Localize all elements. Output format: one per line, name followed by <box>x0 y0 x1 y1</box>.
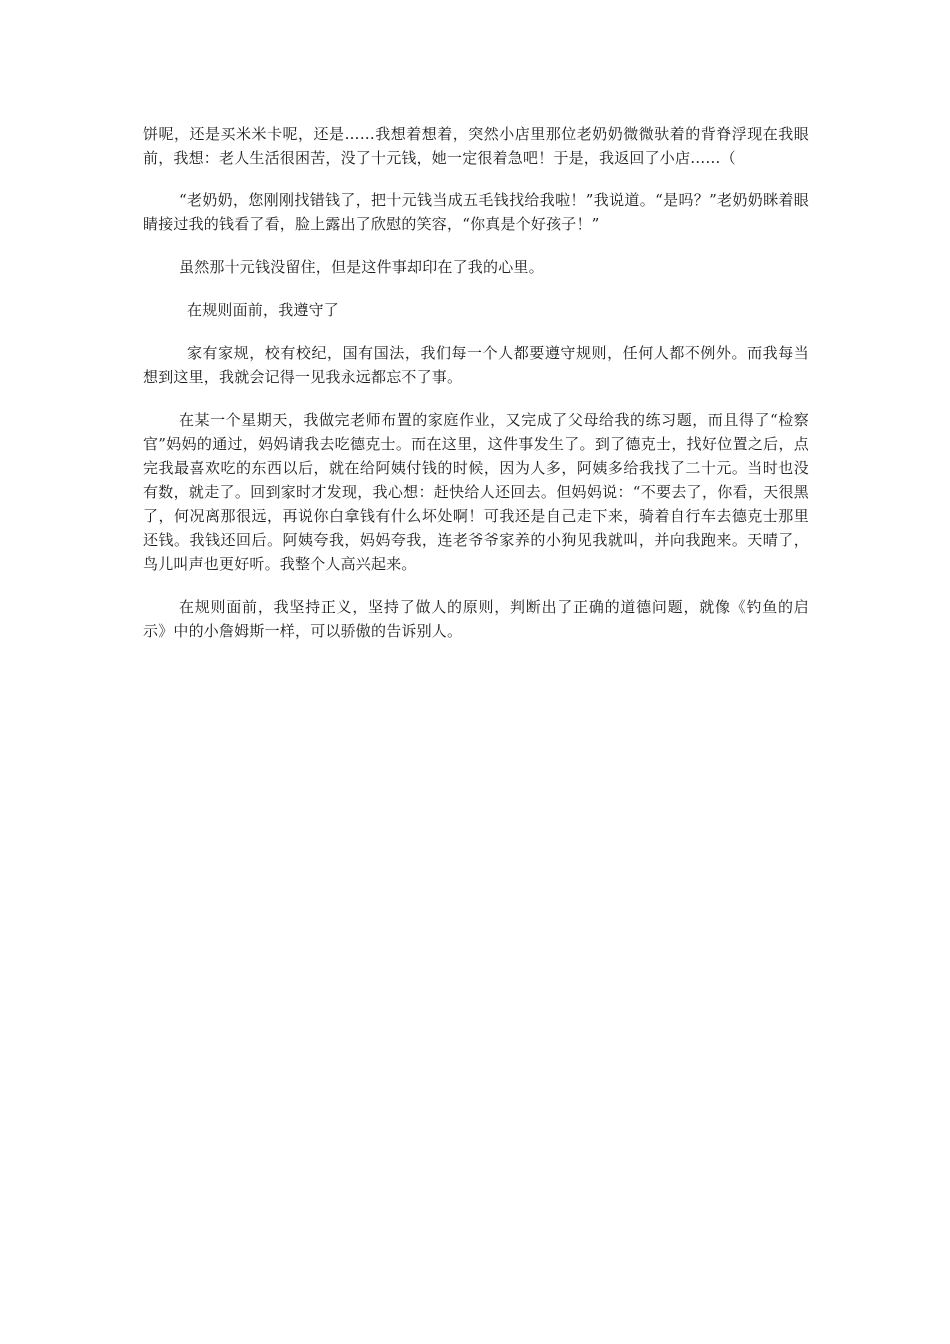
section-heading: 在规则面前，我遵守了 <box>187 301 340 319</box>
paragraph-sunday-story: 在某一个星期天，我做完老师布置的家庭作业，又完成了父母给我的练习题，而且得了“检察官”妈妈的通过，妈妈请我去吃德克士。而在这里，这件事发生了。到了德克士，找好位置之后，点完我最喜欢吃的东西以后，就在给阿姨付钱的时候，因为人多，阿姨多给我找了二十元。当时也没有数，就走了。回到家时才发现，我心想：赶快给人还回去。但妈妈说：“不要去了，你看，天很黑了，何况离那很远，再说你白拿钱有什么坏处啊！可我还是自己走下来，骑着自行车去德克士那里还钱。我钱还回后。阿姨夸我，妈妈夸我，连老爷爷家养的小狗见我就叫，并向我跑来。天晴了，鸟儿叫声也更好听。我整个人高兴起来。 <box>143 411 809 573</box>
paragraph-story-ending: 饼呢，还是买米米卡呢，还是……我想着想着，突然小店里那位老奶奶微微驮着的背脊浮现在我眼前，我想：老人生活很困苦，没了十元钱，她一定很着急吧！于是，我返回了小店……（ <box>143 125 809 167</box>
document-body <box>143 122 809 643</box>
paragraph-reflection: 虽然那十元钱没留住，但是这件事却印在了我的心里。 <box>179 258 544 276</box>
paragraph-dialogue: “老奶奶，您刚刚找错钱了，把十元钱当成五毛钱找给我啦！”我说道。“是吗？”老奶奶眯着眼睛接过我的钱看了看，脸上露出了欣慰的笑容，“你真是个好孩子！” <box>143 191 809 233</box>
paragraph-rules-intro: 家有家规，校有校纪，国有国法，我们每一个人都要遵守规则，任何人都不例外。而我每当想到这里，我就会记得一见我永远都忘不了事。 <box>143 344 809 386</box>
paragraph-conclusion: 在规则面前，我坚持正义，坚持了做人的原则，判断出了正确的道德问题，就像《钓鱼的启示》中的小詹姆斯一样，可以骄傲的告诉别人。 <box>143 598 809 640</box>
